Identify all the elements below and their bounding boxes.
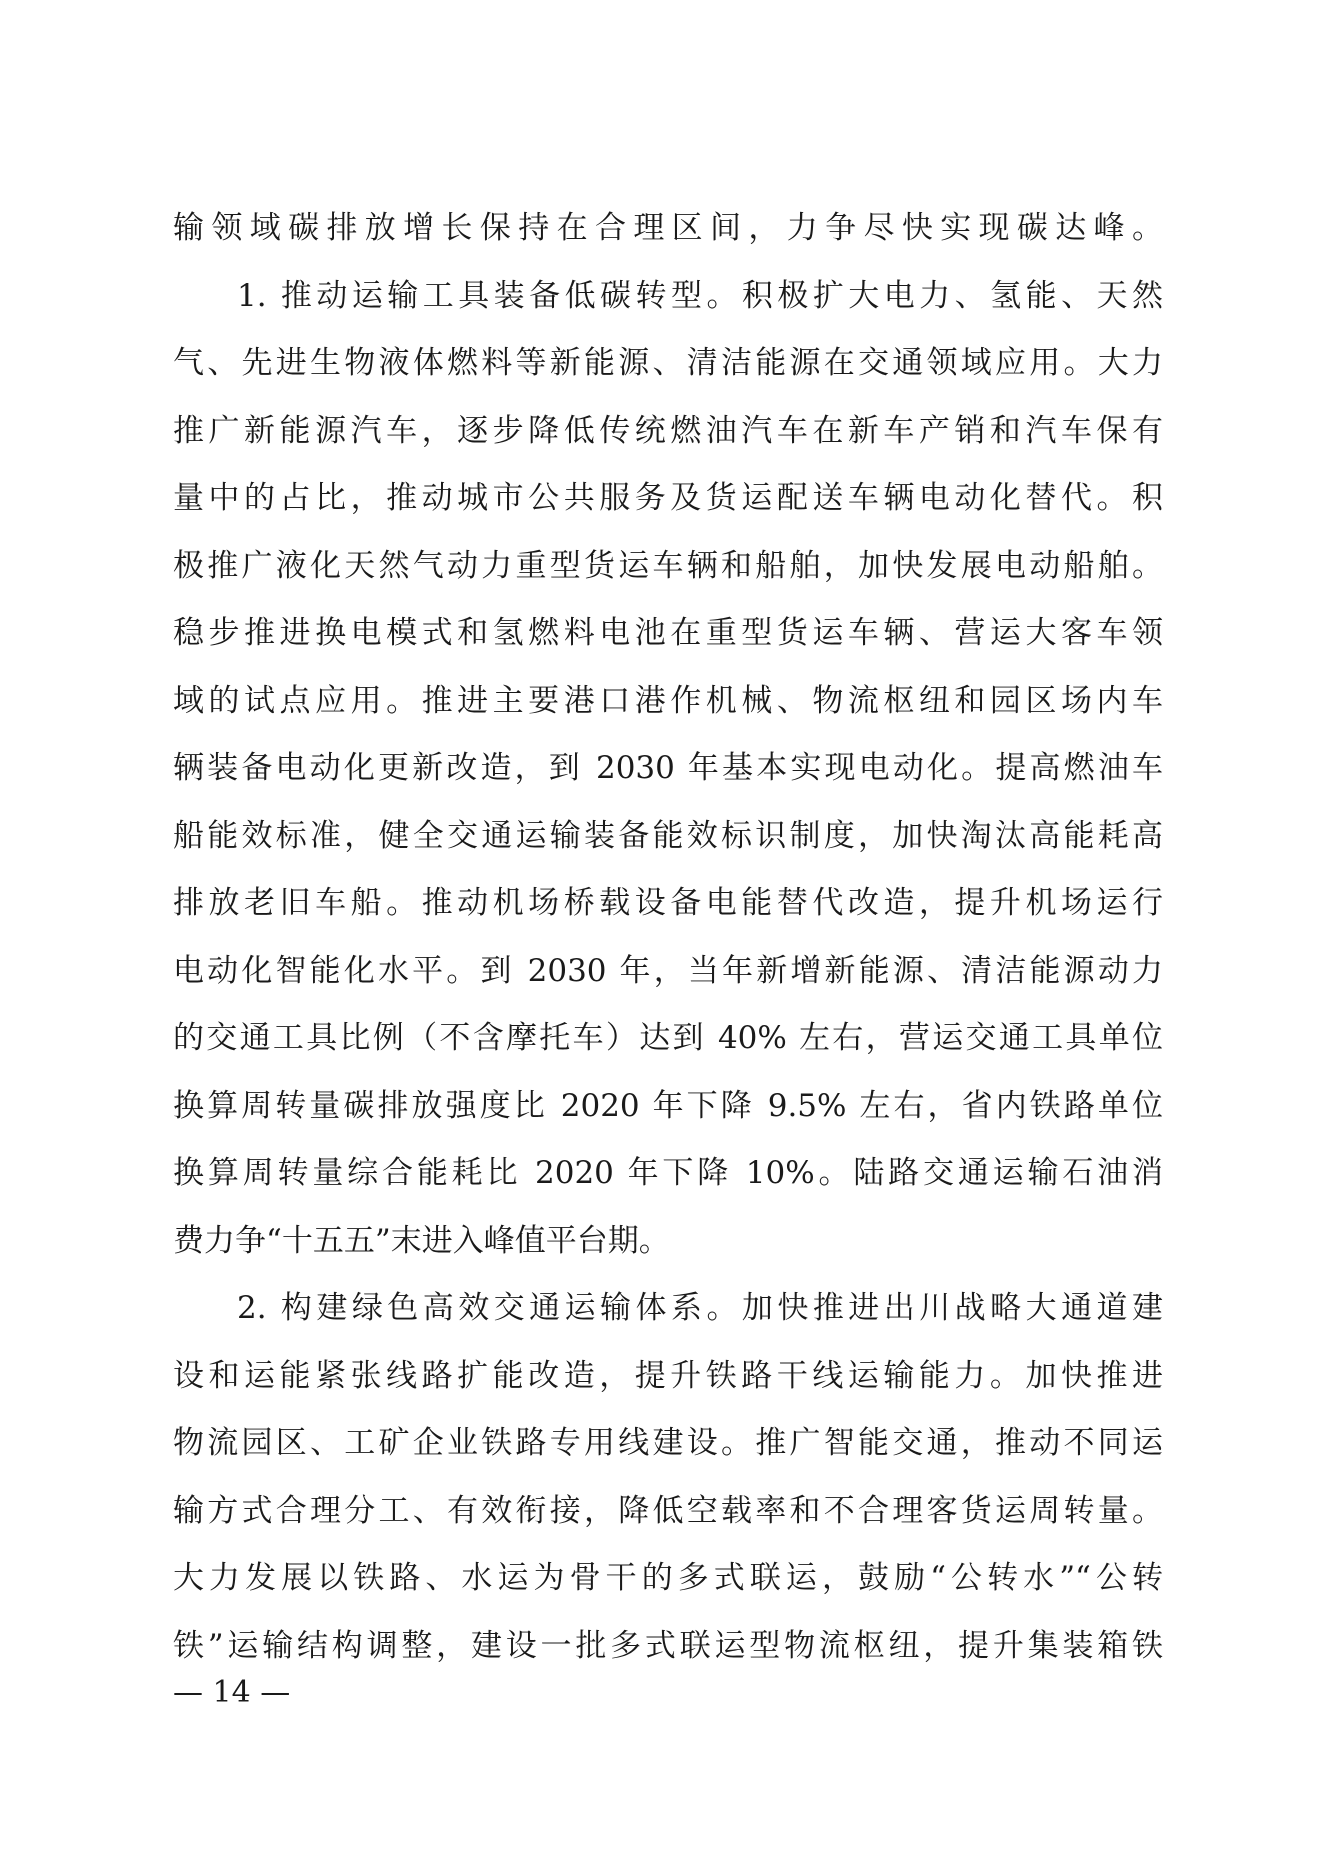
text-line: 换算周转量综合能耗比 2020 年下降 10%。陆路交通运输石油消: [173, 1155, 1163, 1191]
text-line: 2. 构建绿色高效交通运输体系。加快推进出川战略大通道建: [237, 1290, 1163, 1326]
page-number: — 14 —: [173, 1675, 291, 1710]
text-line: 船能效标准，健全交通运输装备能效标识制度，加快淘汰高能耗高: [173, 817, 1163, 854]
text-line: 电动化智能化水平。到 2030 年，当年新增新能源、清洁能源动力: [173, 952, 1163, 989]
text-line: 输领域碳排放增长保持在合理区间，力争尽快实现碳达峰。: [173, 210, 1163, 246]
text-line: 费力争“十五五”末进入峰值平台期。: [173, 1222, 670, 1259]
text-line: 设和运能紧张线路扩能改造，提升铁路干线运输能力。加快推进: [173, 1357, 1163, 1394]
text-line: 铁”运输结构调整，建设一批多式联运型物流枢纽，提升集装箱铁: [173, 1627, 1163, 1664]
text-line: 辆装备电动化更新改造，到 2030 年基本实现电动化。提高燃油车: [173, 750, 1163, 786]
text-line: 大力发展以铁路、水运为骨干的多式联运，鼓励“公转水”“公转: [173, 1560, 1163, 1596]
text-line: 稳步推进换电模式和氢燃料电池在重型货运车辆、营运大客车领: [173, 615, 1163, 651]
text-line: 量中的占比，推动城市公共服务及货运配送车辆电动化替代。积: [173, 480, 1163, 516]
text-line: 极推广液化天然气动力重型货运车辆和船舶，加快发展电动船舶。: [173, 547, 1163, 584]
text-line: 推广新能源汽车，逐步降低传统燃油汽车在新车产销和汽车保有: [173, 412, 1163, 449]
text-line: 气、先进生物液体燃料等新能源、清洁能源在交通领域应用。大力: [173, 345, 1163, 381]
text-line: 排放老旧车船。推动机场桥载设备电能替代改造，提升机场运行: [173, 885, 1163, 921]
text-line: 输方式合理分工、有效衔接，降低空载率和不合理客货运周转量。: [173, 1492, 1163, 1529]
text-line: 的交通工具比例（不含摩托车）达到 40% 左右，营运交通工具单位: [173, 1020, 1163, 1056]
text-line: 1. 推动运输工具装备低碳转型。积极扩大电力、氢能、天然: [237, 277, 1163, 314]
text-line: 物流园区、工矿企业铁路专用线建设。推广智能交通，推动不同运: [173, 1425, 1163, 1461]
body-text: [173, 195, 1163, 1680]
text-line: 换算周转量碳排放强度比 2020 年下降 9.5% 左右，省内铁路单位: [173, 1087, 1164, 1124]
text-line: 域的试点应用。推进主要港口港作机械、物流枢纽和园区场内车: [173, 682, 1163, 719]
